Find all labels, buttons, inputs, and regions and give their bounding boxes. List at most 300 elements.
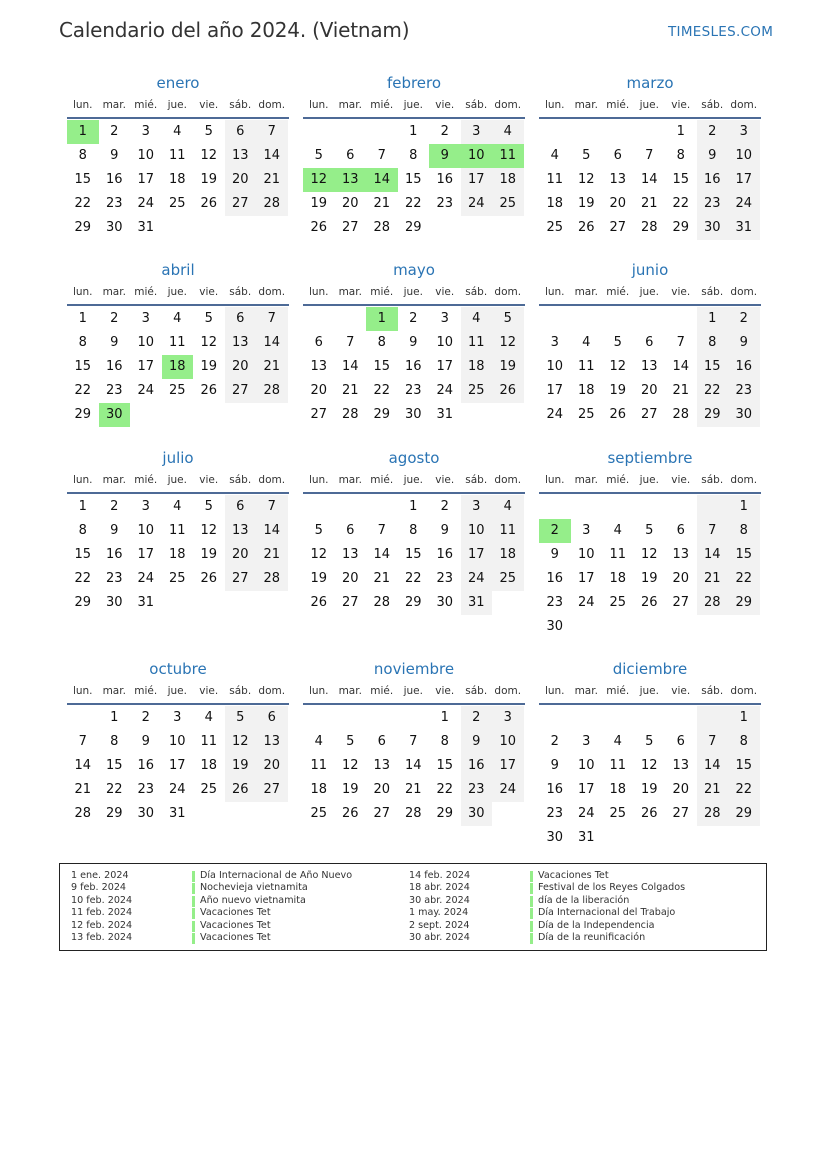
day-cell: 2 (550, 734, 559, 749)
day-cell: 10 (577, 758, 595, 773)
day-cell: 3 (141, 499, 150, 514)
weekday-label: mar. (574, 286, 598, 298)
weekday-header (303, 99, 525, 119)
day-cell: 30 (105, 595, 123, 610)
day-cell: 25 (168, 571, 186, 586)
weekday-label: jue. (403, 474, 423, 486)
day-cell: 25 (310, 806, 328, 821)
day-cell: 12 (200, 335, 218, 350)
weekday-label: vie. (671, 474, 691, 486)
day-cell: 24 (461, 567, 493, 591)
day-cell: 15 (404, 547, 422, 562)
weekday-label: dom. (730, 286, 758, 298)
day-cell: 14 (672, 359, 690, 374)
day-cell: 27 (672, 806, 690, 821)
day-cell: 26 (200, 196, 218, 211)
weekday-label: mié. (134, 685, 158, 697)
day-cell: 12 (225, 730, 257, 754)
day-cell: 20 (373, 782, 391, 797)
day-cell: 20 (225, 543, 257, 567)
day-cell: 12 (640, 547, 658, 562)
day-cell: 5 (314, 523, 323, 538)
legend-description: Vacaciones Tet (538, 870, 609, 881)
day-cell: 24 (137, 383, 155, 398)
day-cell: 12 (200, 148, 218, 163)
day-cell-empty (634, 120, 666, 144)
day-cell: 25 (168, 196, 186, 211)
day-cell: 20 (256, 754, 288, 778)
day-cell: 31 (137, 595, 155, 610)
day-cell: 27 (225, 379, 257, 403)
day-cell: 9 (110, 523, 119, 538)
day-cell-empty (634, 706, 666, 730)
day-cell-holiday: 1 (366, 307, 398, 331)
day-cell: 19 (200, 547, 218, 562)
weekday-label: vie. (671, 99, 691, 111)
day-cell: 29 (373, 407, 391, 422)
day-cell: 25 (609, 595, 627, 610)
day-cell: 11 (168, 148, 186, 163)
holiday-color-marker (530, 933, 533, 944)
day-cell: 24 (168, 782, 186, 797)
day-cell: 15 (672, 172, 690, 187)
day-cell: 11 (609, 758, 627, 773)
day-cell: 4 (173, 311, 182, 326)
day-cell: 24 (728, 192, 760, 216)
day-cell: 17 (168, 758, 186, 773)
day-cell: 24 (577, 595, 595, 610)
day-cell: 4 (173, 124, 182, 139)
weekday-label: vie. (435, 474, 455, 486)
weekday-label: mié. (134, 286, 158, 298)
day-cell-empty (665, 307, 697, 331)
day-cell: 28 (404, 806, 422, 821)
day-cell: 24 (461, 192, 493, 216)
day-cell: 18 (609, 571, 627, 586)
day-cell-holiday: 13 (335, 168, 367, 192)
day-cell: 31 (436, 407, 454, 422)
day-cell: 7 (256, 307, 288, 331)
day-cell: 5 (613, 335, 622, 350)
weekday-label: jue. (639, 286, 659, 298)
month-noviembre (303, 658, 525, 826)
day-cell: 29 (436, 806, 454, 821)
day-cell: 5 (346, 734, 355, 749)
day-cell: 6 (225, 495, 257, 519)
day-grid (67, 706, 289, 826)
day-cell: 1 (728, 495, 760, 519)
day-cell: 24 (546, 407, 564, 422)
day-cell: 29 (74, 407, 92, 422)
day-cell: 22 (728, 778, 760, 802)
day-cell: 19 (310, 196, 328, 211)
day-cell: 20 (672, 782, 690, 797)
legend-date: 1 ene. 2024 (71, 870, 129, 881)
legend-row (409, 882, 738, 894)
day-cell: 15 (404, 172, 422, 187)
day-cell: 20 (225, 168, 257, 192)
day-cell: 17 (461, 543, 493, 567)
day-cell: 21 (74, 782, 92, 797)
day-cell-empty (634, 495, 666, 519)
day-grid (303, 307, 525, 427)
day-cell: 27 (225, 567, 257, 591)
legend-description: Vacaciones Tet (200, 931, 271, 943)
day-cell: 27 (341, 220, 359, 235)
legend-date: 14 feb. 2024 (409, 870, 471, 881)
day-cell: 14 (74, 758, 92, 773)
day-cell: 9 (550, 547, 559, 562)
day-cell-empty (665, 495, 697, 519)
day-cell: 20 (310, 383, 328, 398)
month-name: julio (162, 449, 194, 467)
weekday-label: lun. (308, 685, 329, 697)
day-cell: 15 (728, 543, 760, 567)
day-cell: 28 (697, 591, 729, 615)
day-cell: 9 (440, 523, 449, 538)
day-cell: 4 (613, 523, 622, 538)
weekday-label: dom. (494, 99, 522, 111)
legend-row (71, 920, 400, 932)
month-name: agosto (388, 449, 440, 467)
day-cell: 23 (105, 571, 123, 586)
weekday-label: mar. (338, 286, 362, 298)
day-cell: 1 (697, 307, 729, 331)
day-cell: 20 (341, 196, 359, 211)
day-cell: 17 (137, 172, 155, 187)
legend-description: Día Internacional del Trabajo (538, 907, 676, 919)
day-cell: 5 (204, 311, 213, 326)
day-cell: 30 (436, 595, 454, 610)
day-cell: 5 (645, 523, 654, 538)
day-cell: 21 (341, 383, 359, 398)
day-cell: 17 (577, 571, 595, 586)
day-cell: 1 (110, 710, 119, 725)
day-cell-empty (571, 307, 603, 331)
day-cell: 3 (582, 523, 591, 538)
day-cell: 16 (697, 168, 729, 192)
weekday-label: mar. (102, 286, 126, 298)
day-cell: 15 (105, 758, 123, 773)
day-grid (539, 307, 761, 427)
day-cell-holiday: 18 (162, 355, 194, 379)
day-cell: 15 (74, 547, 92, 562)
day-cell: 6 (256, 706, 288, 730)
day-cell: 18 (461, 355, 493, 379)
weekday-label: mar. (574, 99, 598, 111)
day-cell: 25 (609, 806, 627, 821)
holiday-color-marker (192, 871, 195, 882)
day-cell: 6 (346, 523, 355, 538)
day-cell: 9 (110, 335, 119, 350)
weekday-label: mié. (370, 99, 394, 111)
day-cell: 24 (137, 196, 155, 211)
day-cell: 30 (697, 216, 729, 240)
day-cell: 7 (409, 734, 418, 749)
day-cell: 16 (105, 359, 123, 374)
day-cell: 23 (436, 196, 454, 211)
weekday-label: lun. (308, 99, 329, 111)
day-cell: 16 (546, 571, 564, 586)
day-cell: 20 (672, 571, 690, 586)
day-cell: 10 (492, 730, 524, 754)
month-diciembre (539, 658, 761, 850)
day-cell: 4 (492, 495, 524, 519)
day-cell: 4 (204, 710, 213, 725)
day-cell: 23 (404, 383, 422, 398)
day-cell: 11 (168, 335, 186, 350)
weekday-label: vie. (199, 474, 219, 486)
day-cell: 9 (461, 730, 493, 754)
day-cell: 21 (256, 168, 288, 192)
day-cell: 28 (697, 802, 729, 826)
day-cell: 21 (697, 778, 729, 802)
day-cell: 2 (110, 499, 119, 514)
day-cell: 18 (492, 168, 524, 192)
day-cell: 6 (314, 335, 323, 350)
day-cell: 16 (105, 172, 123, 187)
day-cell: 10 (546, 359, 564, 374)
weekday-label: sáb. (701, 474, 724, 486)
day-cell: 23 (461, 778, 493, 802)
day-cell: 6 (645, 335, 654, 350)
weekday-label: lun. (308, 474, 329, 486)
month-name: marzo (626, 74, 674, 92)
day-cell: 2 (697, 120, 729, 144)
weekday-label: jue. (403, 99, 423, 111)
day-grid (539, 120, 761, 240)
weekday-label: lun. (544, 685, 565, 697)
day-cell-empty (602, 706, 634, 730)
legend-row (409, 920, 738, 932)
weekday-label: lun. (72, 685, 93, 697)
day-cell: 13 (373, 758, 391, 773)
day-cell: 25 (577, 407, 595, 422)
day-cell: 11 (609, 547, 627, 562)
holiday-legend (59, 863, 767, 951)
day-cell: 17 (137, 359, 155, 374)
day-cell: 30 (461, 802, 493, 826)
weekday-label: mar. (574, 685, 598, 697)
day-cell: 13 (225, 144, 257, 168)
month-julio (67, 447, 289, 615)
day-cell: 12 (640, 758, 658, 773)
legend-date: 11 feb. 2024 (71, 907, 133, 919)
day-grid (303, 495, 525, 615)
day-cell-holiday: 14 (366, 168, 398, 192)
weekday-label: jue. (403, 286, 423, 298)
day-cell: 23 (546, 595, 564, 610)
day-cell: 1 (676, 124, 685, 139)
day-cell: 6 (676, 734, 685, 749)
day-cell: 22 (74, 196, 92, 211)
weekday-label: mar. (338, 474, 362, 486)
day-cell: 18 (577, 383, 595, 398)
day-cell: 16 (436, 172, 454, 187)
day-cell: 19 (200, 172, 218, 187)
weekday-label: dom. (730, 685, 758, 697)
day-cell: 31 (577, 830, 595, 845)
holiday-color-marker (192, 883, 195, 894)
day-cell: 3 (440, 311, 449, 326)
day-cell: 9 (110, 148, 119, 163)
day-cell-empty (398, 706, 430, 730)
day-cell: 14 (697, 543, 729, 567)
day-cell: 30 (728, 403, 760, 427)
day-cell: 2 (440, 124, 449, 139)
day-cell: 27 (256, 778, 288, 802)
day-cell: 20 (609, 196, 627, 211)
day-cell: 5 (204, 124, 213, 139)
weekday-header (67, 286, 289, 306)
day-cell: 7 (645, 148, 654, 163)
legend-description: Día Internacional de Año Nuevo (200, 870, 353, 881)
weekday-label: sáb. (229, 474, 252, 486)
day-cell: 24 (436, 383, 454, 398)
month-name: octubre (149, 660, 207, 678)
day-cell: 14 (256, 144, 288, 168)
day-cell: 8 (697, 331, 729, 355)
weekday-header (67, 474, 289, 494)
day-cell: 3 (550, 335, 559, 350)
day-cell: 4 (492, 120, 524, 144)
holiday-color-marker (530, 896, 533, 907)
legend-row (71, 907, 400, 919)
weekday-label: vie. (435, 99, 455, 111)
weekday-label: mar. (574, 474, 598, 486)
day-cell: 26 (310, 220, 328, 235)
day-cell: 8 (78, 335, 87, 350)
day-cell: 26 (200, 383, 218, 398)
weekday-header (303, 685, 525, 705)
day-grid (67, 495, 289, 615)
weekday-label: lun. (544, 99, 565, 111)
weekday-label: jue. (167, 474, 187, 486)
day-cell: 15 (436, 758, 454, 773)
day-cell: 26 (310, 595, 328, 610)
day-cell: 13 (640, 359, 658, 374)
day-cell: 13 (225, 519, 257, 543)
month-abril (67, 259, 289, 427)
day-cell: 7 (377, 148, 386, 163)
legend-column-right (409, 870, 738, 944)
day-cell: 8 (78, 148, 87, 163)
day-cell: 29 (672, 220, 690, 235)
day-cell-holiday: 2 (539, 519, 571, 543)
day-cell: 4 (173, 499, 182, 514)
day-cell: 8 (728, 730, 760, 754)
day-cell: 17 (137, 547, 155, 562)
legend-date: 13 feb. 2024 (71, 931, 133, 943)
day-cell-holiday: 10 (461, 144, 493, 168)
weekday-label: mar. (338, 99, 362, 111)
legend-date: 2 sept. 2024 (409, 919, 470, 931)
day-cell: 2 (728, 307, 760, 331)
weekday-label: sáb. (229, 99, 252, 111)
month-septiembre (539, 447, 761, 639)
weekday-label: mié. (370, 685, 394, 697)
weekday-label: mié. (606, 99, 630, 111)
day-cell-empty (335, 495, 367, 519)
day-cell: 21 (373, 196, 391, 211)
day-cell: 29 (697, 403, 729, 427)
weekday-label: lun. (544, 286, 565, 298)
day-cell: 26 (640, 595, 658, 610)
legend-description: Año nuevo vietnamita (200, 894, 306, 906)
day-cell: 8 (440, 734, 449, 749)
day-cell: 6 (613, 148, 622, 163)
day-cell: 17 (728, 168, 760, 192)
day-cell: 22 (404, 571, 422, 586)
weekday-label: dom. (494, 474, 522, 486)
day-cell: 17 (492, 754, 524, 778)
day-cell: 10 (728, 144, 760, 168)
day-cell: 7 (377, 523, 386, 538)
month-name: noviembre (373, 660, 455, 678)
day-cell: 25 (200, 782, 218, 797)
day-cell: 29 (74, 220, 92, 235)
weekday-label: jue. (167, 99, 187, 111)
day-cell: 3 (492, 706, 524, 730)
day-cell-empty (665, 706, 697, 730)
day-cell: 24 (577, 806, 595, 821)
weekday-label: lun. (72, 286, 93, 298)
day-cell: 1 (440, 710, 449, 725)
day-cell: 8 (409, 523, 418, 538)
day-cell: 28 (373, 595, 391, 610)
day-cell: 3 (461, 120, 493, 144)
day-cell: 5 (645, 734, 654, 749)
day-cell: 11 (310, 758, 328, 773)
day-grid (67, 307, 289, 427)
day-cell: 3 (728, 120, 760, 144)
day-cell: 21 (640, 196, 658, 211)
day-cell: 16 (137, 758, 155, 773)
day-cell: 19 (492, 355, 524, 379)
weekday-label: jue. (639, 99, 659, 111)
holiday-color-marker (530, 908, 533, 919)
day-grid (539, 706, 761, 850)
day-cell: 2 (461, 706, 493, 730)
day-cell: 14 (341, 359, 359, 374)
day-cell: 12 (577, 172, 595, 187)
day-cell: 30 (105, 220, 123, 235)
weekday-header (539, 685, 761, 705)
brand-link[interactable]: TIMESLES.COM (668, 24, 774, 40)
day-cell: 5 (204, 499, 213, 514)
weekday-label: lun. (72, 474, 93, 486)
day-cell-empty (697, 495, 729, 519)
day-cell: 5 (492, 307, 524, 331)
weekday-label: vie. (199, 685, 219, 697)
day-cell: 11 (168, 523, 186, 538)
day-cell: 9 (697, 144, 729, 168)
day-cell: 11 (492, 519, 524, 543)
day-cell: 2 (110, 311, 119, 326)
day-cell: 8 (377, 335, 386, 350)
weekday-label: dom. (258, 286, 286, 298)
legend-description: Vacaciones Tet (200, 907, 271, 919)
legend-description: Día de la reunificación (538, 931, 646, 943)
legend-description: Vacaciones Tet (200, 919, 271, 931)
weekday-header (539, 286, 761, 306)
day-cell: 16 (436, 547, 454, 562)
day-cell-empty (303, 495, 335, 519)
day-cell: 21 (256, 355, 288, 379)
day-cell: 3 (461, 495, 493, 519)
day-cell: 12 (609, 359, 627, 374)
weekday-label: vie. (671, 685, 691, 697)
